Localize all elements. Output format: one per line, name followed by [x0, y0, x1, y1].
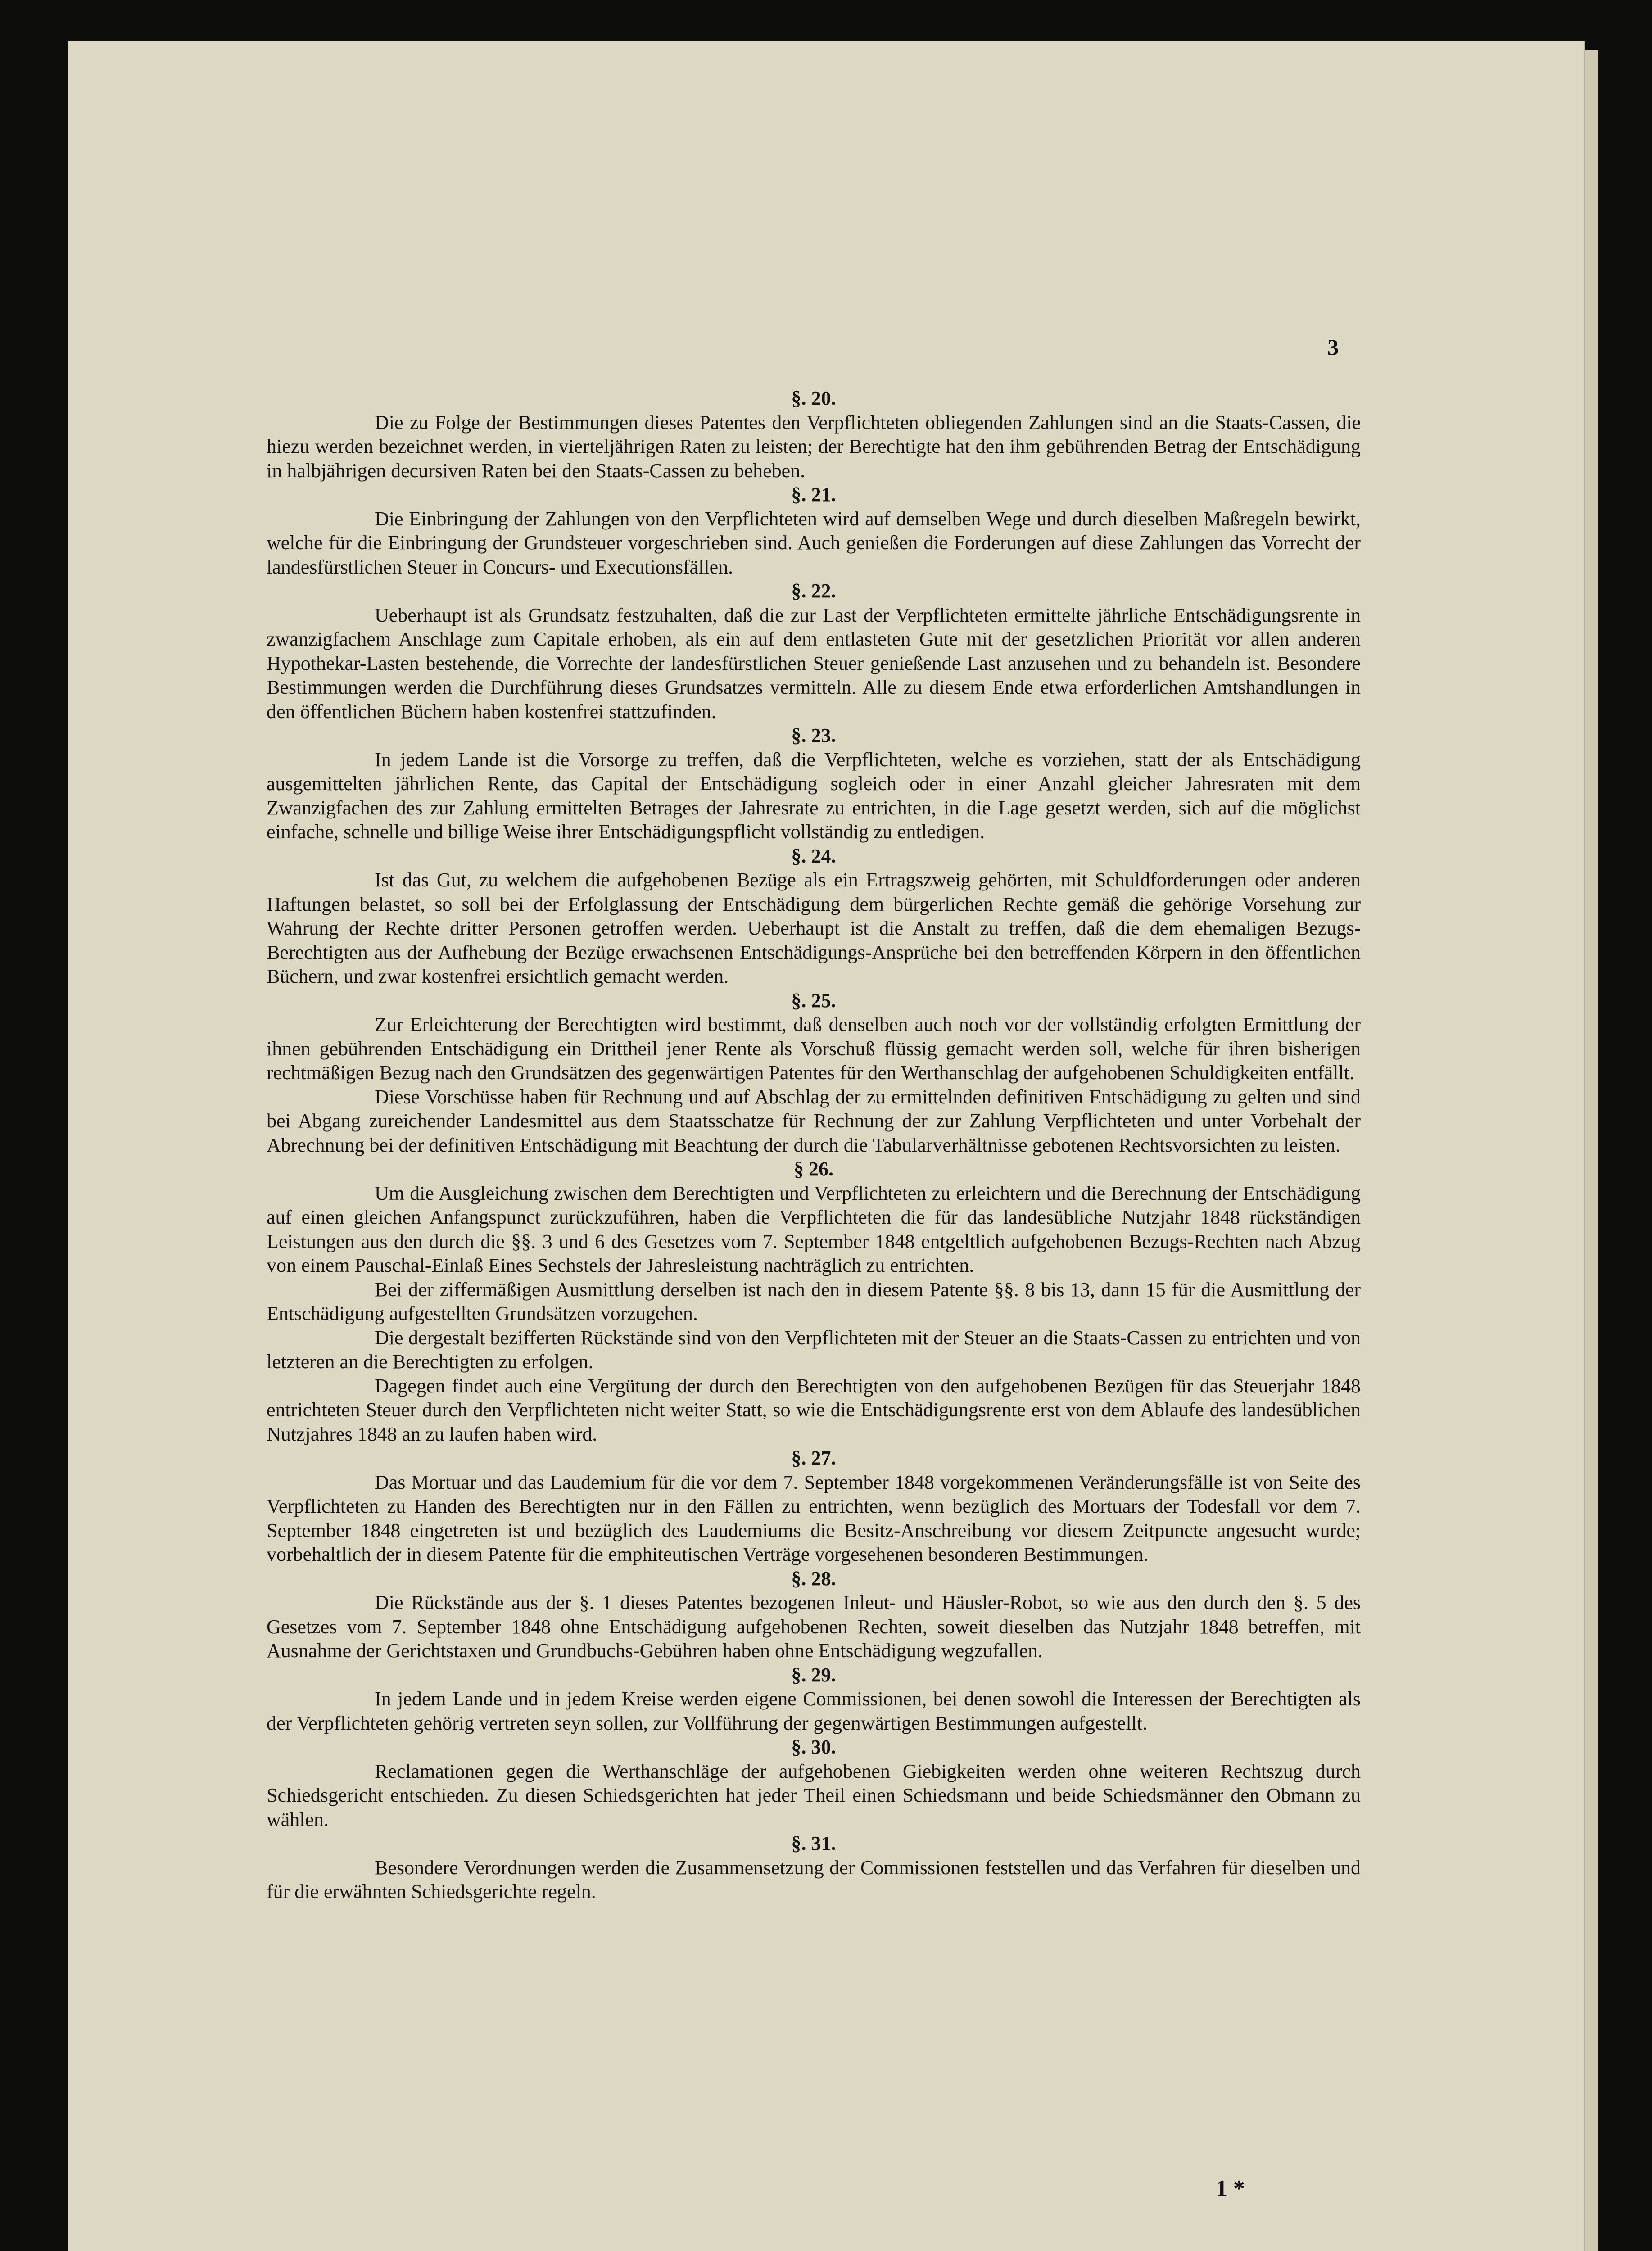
section-heading: §. 29. [791, 1663, 836, 1686]
section-heading: §. 24. [791, 845, 836, 867]
section-paragraph: Zur Erleichterung der Berechtigten wird bestimmt, daß denselben auch noch vor der vollständig erfolgten Ermittlung der ihnen gebührenden Entschädigung ein Drittheil jener Rente als Vorschuß flüssig gemacht werden soll, welche für ihren bisherigen rechtmäßigen Bezug nach den Grundsätzen des gegenwärtigen Patentes für den Werthanschlag der aufgehobenen Schuldigkeiten entfällt. [267, 1013, 1361, 1084]
section-heading: §. 21. [791, 484, 836, 506]
section-paragraph: In jedem Lande und in jedem Kreise werden eigene Commissionen, bei denen sowohl die Interessen der Berechtigten als der Verpflichteten gehörig vertreten seyn sollen, zur Vollführung der gegenwärtigen Bestimmungen aufgestellt. [267, 1688, 1361, 1734]
section-paragraph: Bei der ziffermäßigen Ausmittlung derselben ist nach den in diesem Patente §§. 8 bis 13, dann 15 für die Ausmittlung der Entschädigung aufgestellten Grundsätzen vorzugehen. [267, 1278, 1361, 1324]
section-paragraph: Um die Ausgleichung zwischen dem Berechtigten und Verpflichteten zu erleichtern und die Berechnung der Entschädigung auf einen gleichen Anfangspunct zurückzuführen, haben die Verpflichteten die für das landesübliche Nutzjahr 1848 rückständigen Leistungen aus den durch die §§. 3 und 6 des Gesetzes vom 7. September 1848 entgeltlich aufgehobenen Bezugs-Rechten nach Abzug von einem Pauschal-Einlaß Eines Sechstels der Jahresleistung nachträglich zu entrichten. [267, 1182, 1361, 1276]
section-paragraph: In jedem Lande ist die Vorsorge zu treffen, daß die Verpflichteten, welche es vorziehen, statt der als Entschädigung ausgemittelten jährlichen Rente, das Capital der Entschädigung sogleich oder in einer Anzahl gleicher Jahresraten mit dem Zwanzigfachen des zur Zahlung ermittelten Betrages der Jahresrate zu entrichten, in die Lage gesetzt werden, sich auf die möglichst einfache, schnelle und billige Weise ihrer Entschädigungspflicht vollständig zu entledigen. [267, 748, 1361, 843]
section-paragraph: Die zu Folge der Bestimmungen dieses Patentes den Verpflichteten obliegenden Zahlungen sind an die Staats-Cassen, die hiezu werden bezeichnet werden, in vierteljährigen Raten zu leisten; der Berechtigte hat den ihm gebührenden Betrag der Entschädigung in halbjährigen decursiven Raten bei den Staats-Cassen zu beheben. [267, 411, 1361, 482]
section-paragraph: Das Mortuar und das Laudemium für die vor dem 7. September 1848 vorgekommenen Veränderungsfälle ist von Seite des Verpflichteten zu Handen des Berechtigten nur in den Fällen zu entrichten, wenn bezüglich des Mortuars der Todesfall vor dem 7. September 1848 eingetreten ist und bezüglich des Laudemiums die Besitz-Anschreibung vor diesem Zeitpuncte angesucht wurde; vorbehaltlich der in diesem Patente für die emphiteutischen Verträge vorgesehenen besonderen Bestimmungen. [267, 1471, 1361, 1565]
section-paragraph: Besondere Verordnungen werden die Zusammensetzung der Commissionen feststellen und das Verfahren für dieselben und für die erwähnten Schiedsgerichte regeln. [267, 1856, 1361, 1903]
section-heading: §. 20. [791, 387, 836, 409]
section-heading: §. 30. [791, 1736, 836, 1758]
section-heading: §. 28. [791, 1567, 836, 1590]
section-paragraph: Dagegen findet auch eine Vergütung der durch den Berechtigten von den aufgehobenen Bezügen für das Steuerjahr 1848 entrichteten Steuer durch den Verpflichteten nicht weiter Statt, so wie die Entschädigungsrente erst von dem Ablaufe des landesüblichen Nutzjahres 1848 an zu laufen haben wird. [267, 1374, 1361, 1445]
section-paragraph: Ueberhaupt ist als Grundsatz festzuhalten, daß die zur Last der Verpflichteten ermittelte jährliche Entschädigungsrente in zwanzigfachem Anschlage zum Capitale erhoben, als ein auf dem entlasteten Gute mit der gesetzlichen Priorität vor allen anderen Hypothekar-Lasten bestehende, die Vorrechte der landesfürstlichen Steuer genießende Last anzusehen und zu behandeln ist. Besondere Bestimmungen werden die Durchführung dieses Grundsatzes vermitteln. Alle zu diesem Ende etwa erforderlichen Amtshandlungen in den öffentlichen Büchern haben kostenfrei stattzufinden. [267, 604, 1361, 723]
signature-mark: 1 * [1216, 2176, 1245, 2201]
document-body [267, 386, 1361, 1904]
section-heading: §. 25. [791, 989, 836, 1012]
section-heading: §. 22. [791, 580, 836, 602]
section-paragraph: Ist das Gut, zu welchem die aufgehobenen Bezüge als ein Ertragszweig gehörten, mit Schuldforderungen oder anderen Haftungen belastet, so soll bei der Erfolglassung der Entschädigung dem bürgerlichen Rechte gemäß die gehörige Vorsehung zur Wahrung der Rechte dritter Personen getroffen werden. Ueberhaupt ist die Anstalt zu treffen, daß die dem ehemaligen Bezugs-Berechtigten aus der Aufhebung der Bezüge erwachsenen Entschädigungs-Ansprüche bei den betreffenden Körpern in den öffentlichen Büchern, und zwar kostenfrei ersichtlich gemacht werden. [267, 869, 1361, 987]
section-heading: §. 31. [791, 1832, 836, 1854]
page-number: 3 [1327, 334, 1339, 360]
section-paragraph: Die dergestalt bezifferten Rückstände sind von den Verpflichteten mit der Steuer an die Staats-Cassen zu entrichten und von letzteren an die Berechtigten zu erfolgen. [267, 1326, 1361, 1373]
section-paragraph: Die Einbringung der Zahlungen von den Verpflichteten wird auf demselben Wege und durch dieselben Maßregeln bewirkt, welche für die Einbringung der Grundsteuer vorgeschrieben sind. Auch genießen die Forderungen auf diese Zahlungen das Vorrecht der landesfürstlichen Steuer in Concurs- und Executionsfällen. [267, 507, 1361, 578]
section-heading: §. 23. [791, 724, 836, 746]
section-heading: §. 27. [791, 1447, 836, 1469]
section-heading: § 26. [794, 1158, 833, 1180]
section-paragraph: Diese Vorschüsse haben für Rechnung und auf Abschlag der zu ermittelnden definitiven Entschädigung zu gelten und sind bei Abgang zureichender Landesmittel aus dem Staatsschatze für Rechnung der zur Zahlung Verpflichteten und unter Vorbehalt der Abrechnung bei der definitiven Entschädigung mit Beachtung der durch die Tabularverhältnisse gebotenen Rechtsvorsichten zu leisten. [267, 1085, 1361, 1156]
section-paragraph: Die Rückstände aus der §. 1 dieses Patentes bezogenen Inleut- und Häusler-Robot, so wie aus den durch den §. 5 des Gesetzes vom 7. September 1848 ohne Entschädigung aufgehobenen Rechten, soweit dieselben das Nutzjahr 1848 betreffen, mit Ausnahme der Gerichtstaxen und Grundbuchs-Gebühren haben ohne Entschädigung wegzufallen. [267, 1591, 1361, 1662]
section-paragraph: Reclamationen gegen die Werthanschläge der aufgehobenen Giebigkeiten werden ohne weiteren Rechtszug durch Schiedsgericht entschieden. Zu diesen Schiedsgerichten hat jeder Theil einen Schiedsmann und beide Schiedsmänner den Obmann zu wählen. [267, 1760, 1361, 1831]
